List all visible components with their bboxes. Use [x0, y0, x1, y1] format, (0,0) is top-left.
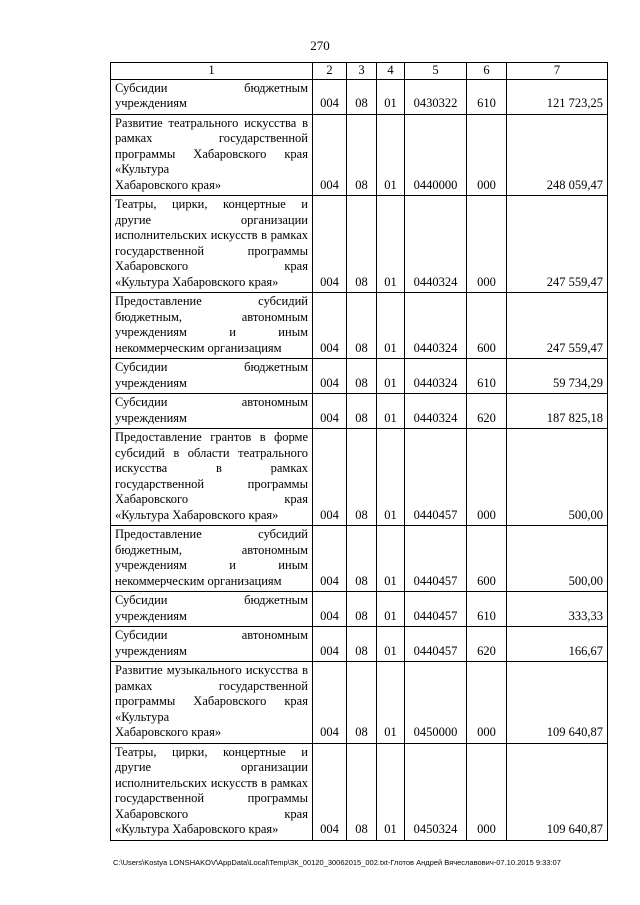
header-cell: 1 [111, 63, 313, 80]
col-2-cell: 004 [313, 662, 347, 744]
col-5-cell: 0440324 [405, 196, 467, 293]
header-cell: 2 [313, 63, 347, 80]
table-row [111, 359, 608, 394]
col-3-cell: 08 [347, 359, 377, 394]
col-5-cell: 0440324 [405, 394, 467, 429]
col-2-cell: 004 [313, 114, 347, 196]
header-cell: 4 [377, 63, 405, 80]
col-6-cell: 000 [467, 429, 507, 526]
row-name-line: программы Хабаровского края [115, 791, 308, 821]
row-name-line: другие организации [115, 760, 308, 774]
col-2-cell: 004 [313, 592, 347, 627]
row-name [111, 293, 313, 359]
amount-cell: 59 734,29 [507, 359, 608, 394]
col-2-cell: 004 [313, 526, 347, 592]
col-2-cell: 004 [313, 196, 347, 293]
col-6-cell: 620 [467, 394, 507, 429]
row-name [111, 526, 313, 592]
col-4-cell: 01 [377, 394, 405, 429]
col-4-cell: 01 [377, 293, 405, 359]
table-row [111, 293, 608, 359]
col-6-cell: 000 [467, 662, 507, 744]
table-row [111, 429, 608, 526]
row-name-line: исполнительских искусств в [115, 228, 268, 242]
col-2-cell: 004 [313, 394, 347, 429]
col-3-cell: 08 [347, 592, 377, 627]
row-name [111, 114, 313, 196]
table-row [111, 526, 608, 592]
col-4-cell: 01 [377, 526, 405, 592]
header-cell: 7 [507, 63, 608, 80]
col-6-cell: 000 [467, 114, 507, 196]
row-name-line: «Культура Хабаровского края» [115, 822, 279, 836]
row-name-line: Субсидии автономным [115, 628, 308, 642]
col-5-cell: 0440324 [405, 293, 467, 359]
amount-cell: 166,67 [507, 627, 608, 662]
table-row [111, 743, 608, 840]
row-name-line: Субсидии бюджетным [115, 360, 308, 374]
col-6-cell: 600 [467, 526, 507, 592]
page-number: 270 [310, 38, 330, 53]
row-name [111, 627, 313, 662]
col-5-cell: 0430322 [405, 79, 467, 114]
col-5-cell: 0440324 [405, 359, 467, 394]
row-name-line: некоммерческим организациям [115, 573, 282, 588]
col-2-cell: 004 [313, 293, 347, 359]
amount-cell: 247 559,47 [507, 196, 608, 293]
table-row [111, 196, 608, 293]
row-name-line: Предоставление субсидий [115, 294, 308, 308]
col-3-cell: 08 [347, 429, 377, 526]
col-2-cell: 004 [313, 429, 347, 526]
col-2-cell: 004 [313, 627, 347, 662]
amount-cell: 333,33 [507, 592, 608, 627]
row-name-line: искусства в рамках [115, 115, 308, 145]
col-5-cell: 0450324 [405, 743, 467, 840]
row-name-line: учреждениям [115, 643, 187, 658]
table-row [111, 662, 608, 744]
col-6-cell: 610 [467, 592, 507, 627]
row-name [111, 196, 313, 293]
amount-cell: 247 559,47 [507, 293, 608, 359]
row-name-line: Хабаровского края «Культура [115, 146, 308, 176]
footer-path: C:\Users\Kostya LONSHAKOV\AppData\Local\Temp\ЗК_00120_30062015_002.txt-Глотов Андрей Вячеславович-07.10.2015 9:33:07 [113, 858, 561, 867]
row-name [111, 592, 313, 627]
header-row [111, 63, 608, 80]
row-name-line: рамках государственной [115, 228, 308, 258]
col-3-cell: 08 [347, 79, 377, 114]
row-name-line: «Культура Хабаровского края» [115, 507, 279, 522]
row-name-line: Хабаровского края» [115, 725, 222, 739]
col-6-cell: 000 [467, 743, 507, 840]
col-5-cell: 0440457 [405, 526, 467, 592]
table-row [111, 627, 608, 662]
row-name-line: учреждениям [115, 608, 187, 623]
col-2-cell: 004 [313, 359, 347, 394]
row-name-line: программы Хабаровского края [115, 476, 308, 506]
col-5-cell: 0450000 [405, 662, 467, 744]
row-name-line: Предоставление субсидий [115, 527, 308, 541]
row-name [111, 743, 313, 840]
row-name-line: Театры, цирки, концертные и [115, 744, 308, 759]
row-name-line: учреждениям и иным [115, 325, 308, 339]
row-name [111, 79, 313, 114]
amount-cell: 500,00 [507, 526, 608, 592]
col-3-cell: 08 [347, 196, 377, 293]
col-5-cell: 0440000 [405, 114, 467, 196]
row-name-line: бюджетным, автономным [115, 542, 308, 557]
row-name-line: Субсидии бюджетным [115, 593, 308, 607]
row-name-line: учреждениям [115, 375, 187, 390]
row-name-line: исполнительских искусств в [115, 775, 268, 790]
row-name-line: бюджетным, автономным [115, 309, 308, 324]
row-name-line: рамках государственной [115, 775, 308, 805]
row-name-line: Субсидии автономным [115, 395, 308, 409]
row-name-line: Театры, цирки, концертные и [115, 197, 308, 211]
col-5-cell: 0440457 [405, 592, 467, 627]
col-4-cell: 01 [377, 114, 405, 196]
col-3-cell: 08 [347, 627, 377, 662]
row-name [111, 662, 313, 744]
col-5-cell: 0440457 [405, 429, 467, 526]
row-name-line: Хабаровского края «Культура [115, 694, 308, 724]
table-row [111, 79, 608, 114]
col-4-cell: 01 [377, 627, 405, 662]
col-2-cell: 004 [313, 79, 347, 114]
row-name [111, 359, 313, 394]
col-3-cell: 08 [347, 662, 377, 744]
table-row [111, 592, 608, 627]
col-3-cell: 08 [347, 293, 377, 359]
row-name-line: государственной программы [115, 678, 308, 708]
header-cell: 5 [405, 63, 467, 80]
table-row [111, 394, 608, 429]
row-name-line: Субсидии бюджетным [115, 80, 308, 95]
col-3-cell: 08 [347, 394, 377, 429]
col-3-cell: 08 [347, 526, 377, 592]
table-row [111, 114, 608, 196]
header-cell: 6 [467, 63, 507, 80]
row-name-line: учреждениям и иным [115, 558, 308, 572]
amount-cell: 109 640,87 [507, 743, 608, 840]
amount-cell: 109 640,87 [507, 662, 608, 744]
row-name-line: некоммерческим организациям [115, 340, 282, 355]
row-name-line: «Культура Хабаровского края» [115, 274, 279, 289]
header-cell: 3 [347, 63, 377, 80]
row-name-line: Развитие музыкального [115, 663, 242, 677]
col-5-cell: 0440457 [405, 627, 467, 662]
col-4-cell: 01 [377, 743, 405, 840]
row-name-line: искусства в рамках [115, 663, 308, 693]
row-name-line: театрального искусства в [115, 445, 308, 475]
row-name [111, 429, 313, 526]
table-body [111, 79, 608, 840]
row-name-line: рамках государственной [115, 461, 308, 491]
col-4-cell: 01 [377, 196, 405, 293]
col-6-cell: 000 [467, 196, 507, 293]
amount-cell: 187 825,18 [507, 394, 608, 429]
col-4-cell: 01 [377, 429, 405, 526]
col-4-cell: 01 [377, 359, 405, 394]
col-3-cell: 08 [347, 743, 377, 840]
col-6-cell: 610 [467, 359, 507, 394]
row-name-line: другие организации [115, 212, 308, 227]
row-name-line: Развитие театрального [115, 115, 239, 130]
col-4-cell: 01 [377, 662, 405, 744]
budget-table [110, 62, 608, 841]
col-4-cell: 01 [377, 79, 405, 114]
row-name-line: Предоставление грантов в [115, 430, 266, 444]
col-4-cell: 01 [377, 592, 405, 627]
row-name-line: учреждениям [115, 410, 187, 425]
row-name [111, 394, 313, 429]
amount-cell: 248 059,47 [507, 114, 608, 196]
col-6-cell: 600 [467, 293, 507, 359]
row-name-line: учреждениям [115, 96, 187, 110]
col-6-cell: 610 [467, 79, 507, 114]
row-name-line: государственной программы [115, 131, 308, 161]
row-name-line: форме субсидий в области [115, 430, 308, 460]
col-6-cell: 620 [467, 627, 507, 662]
col-2-cell: 004 [313, 743, 347, 840]
row-name-line: Хабаровского края» [115, 177, 222, 192]
amount-cell: 121 723,25 [507, 79, 608, 114]
col-3-cell: 08 [347, 114, 377, 196]
row-name-line: программы Хабаровского края [115, 243, 308, 273]
amount-cell: 500,00 [507, 429, 608, 526]
